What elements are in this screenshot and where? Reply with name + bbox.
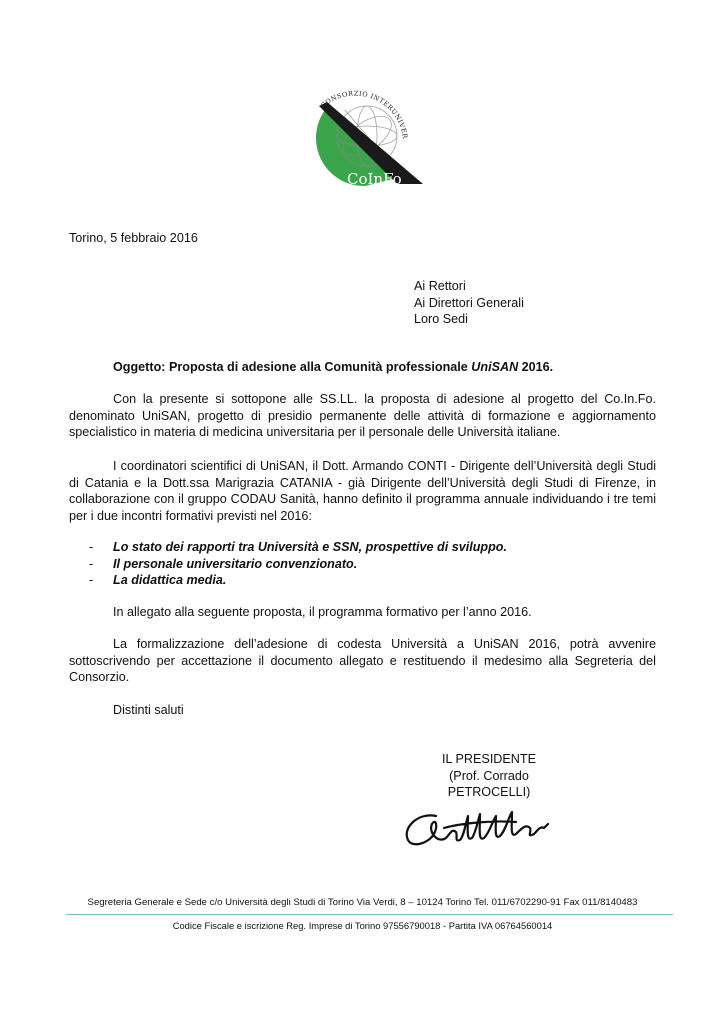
- subject-suffix: 2016.: [518, 360, 554, 374]
- footer-address: Segreteria Generale e Sede c/o Università degli Studi di Torino Via Verdi, 8 – 10124 Torino Tel. 011/6702290-91 Fax 011/8140483: [87, 897, 638, 908]
- recipient-line: Ai Rettori: [414, 279, 466, 293]
- recipients-block: [414, 278, 524, 328]
- letter-date: Torino, 5 febbraio 2016: [69, 231, 198, 245]
- handwritten-signature: [398, 798, 598, 858]
- signer-name: (Prof. Corrado PETROCELLI): [447, 768, 531, 800]
- subject-line: [113, 359, 553, 376]
- list-item: - La didattica media.: [89, 573, 227, 588]
- footer-fiscal-info: Codice Fiscale e iscrizione Reg. Imprese di Torino 97556790018 - Partita IVA 06764560014: [172, 920, 553, 931]
- paragraph-formalization: La formalizzazione dell’adesione di codesta Università a UniSAN 2016, potrà avvenire sottoscrivendo per accettazione il documento allegato e restituendo il medesimo alla Segreteria del Consorzio.: [69, 637, 656, 685]
- closing-salutation: Distinti saluti: [113, 703, 184, 717]
- signer-title: IL PRESIDENTE: [441, 752, 536, 766]
- paragraph-coordinators: I coordinatori scientifici di UniSAN, il Dott. Armando CONTI - Dirigente dell’Università degli Studi di Catania e la Dott.ssa Marigrazia CATANIA - già Dirigente dell’Università degli Studi di Firenze, in collaborazione con il gruppo CODAU Sanità, hanno definito il programma annuale individuando i tre temi per i due incontri formativi previsti nel 2016:: [69, 459, 656, 523]
- paragraph-attachment: In allegato alla seguente proposta, il programma formativo per l’anno 2016.: [113, 605, 532, 619]
- subject-italic: UniSAN: [471, 360, 519, 374]
- recipient-line: Loro Sedi: [414, 312, 468, 327]
- recipient-line: Ai Direttori Generali: [414, 295, 524, 310]
- coinfo-logo: [305, 80, 430, 192]
- list-item: - Il personale universitario convenzionato.: [89, 556, 358, 571]
- signer-block: [414, 751, 564, 801]
- logo-brand-text: CoInFo: [347, 170, 402, 188]
- subject-prefix: Oggetto: Proposta di adesione alla Comunità professionale: [113, 360, 472, 374]
- footer-divider: [66, 914, 673, 915]
- list-item: - Lo stato dei rapporti tra Università e SSN, prospettive di sviluppo.: [89, 540, 507, 554]
- paragraph-intro: Con la presente si sottopone alle SS.LL. la proposta di adesione al progetto del Co.In.Fo. denominato UniSAN, progetto di presidio permanente delle attività di formazione e aggiornamento specialistico in materia di medicina universitaria per il personale delle Università italiane.: [69, 392, 656, 440]
- logo-arc-text: CONSORZIO INTERUNIVER: [319, 89, 410, 140]
- themes-list: [89, 539, 507, 589]
